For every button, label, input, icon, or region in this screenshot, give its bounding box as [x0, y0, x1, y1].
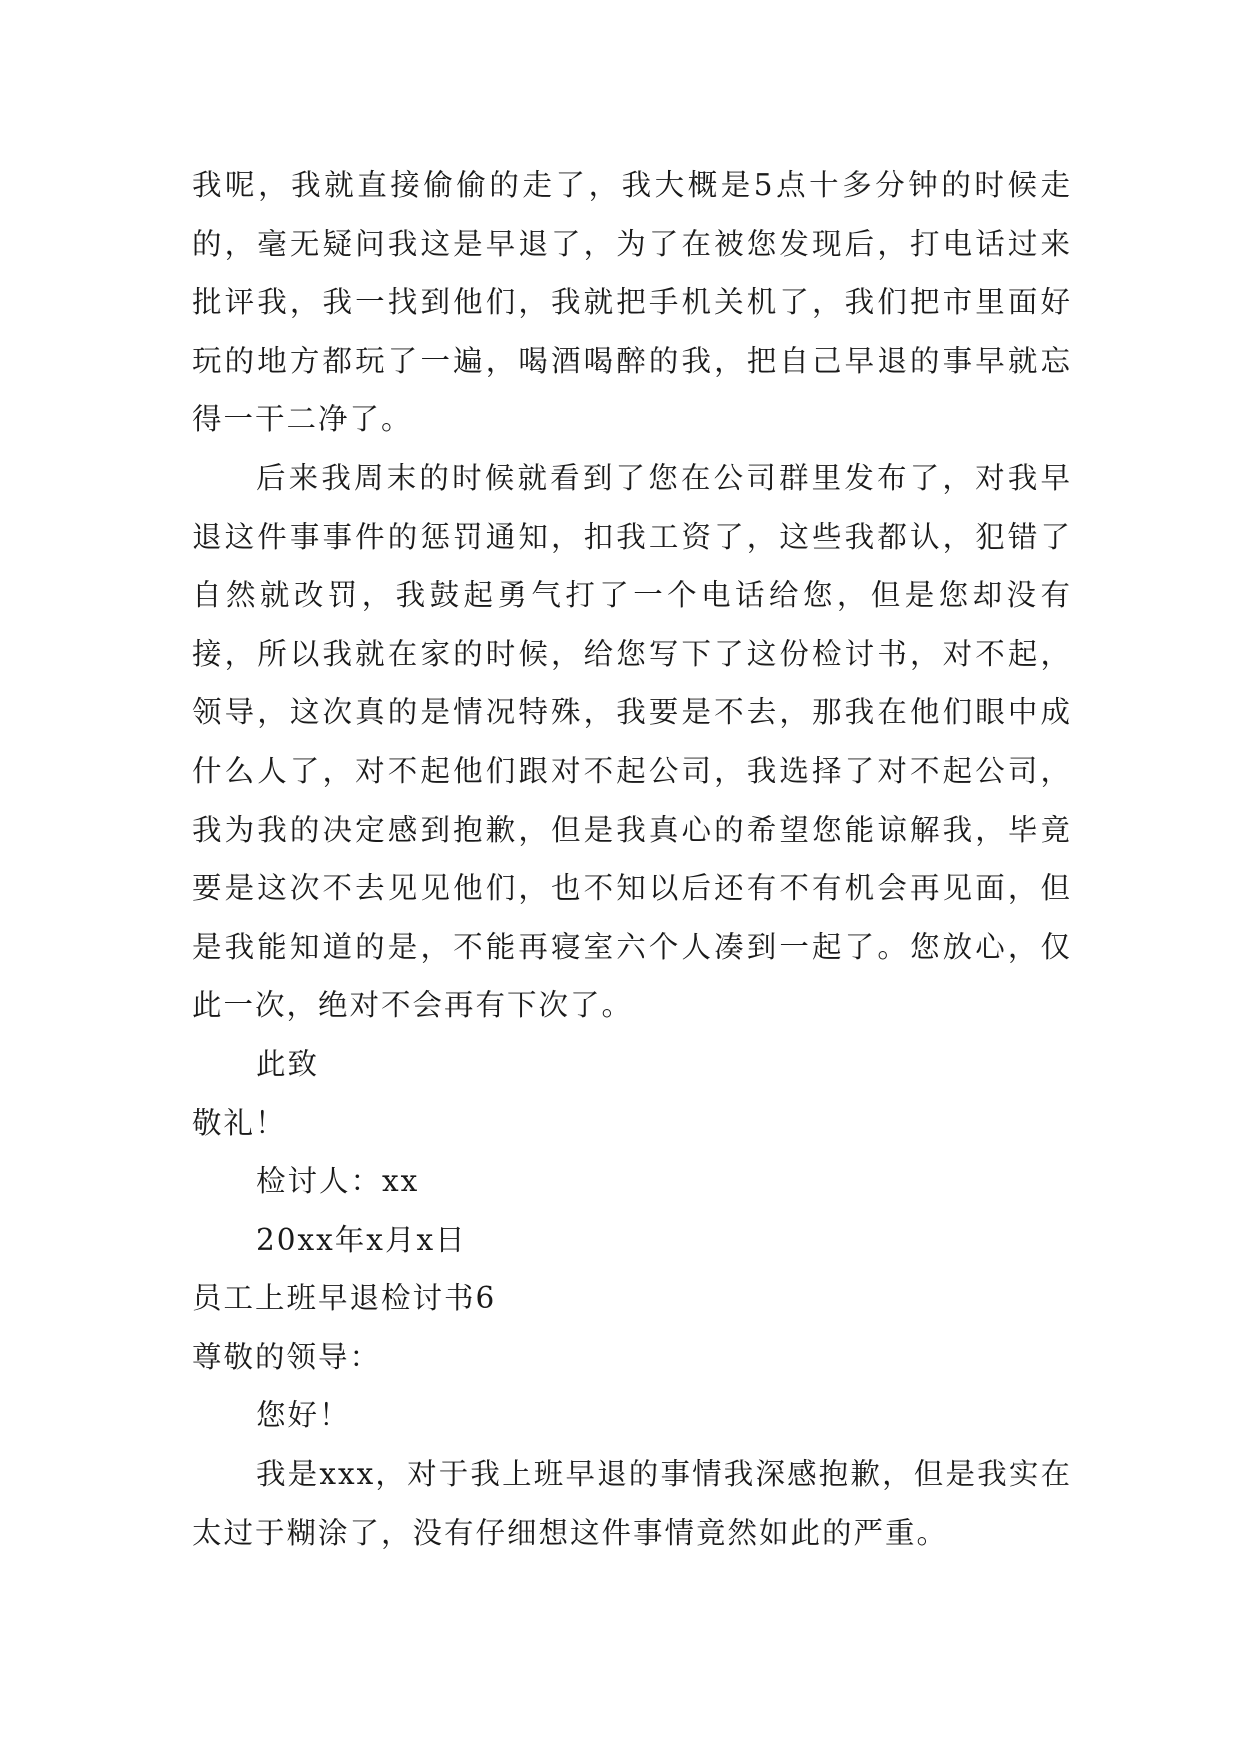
- date-line: 20xx年x月x日: [256, 1222, 467, 1257]
- paragraph-explanation: 后来我周末的时候就看到了您在公司群里发布了，对我早退这件事事件的惩罚通知，扣我工资了，这些我都认，犯错了自然就改罚，我鼓起勇气打了一个电话给您，但是您却没有接，所以我就在家的时候，给您写下了这份检讨书，对不起，领导，这次真的是情况特殊，我要是不去，那我在他们眼中成什么人了，对不起他们跟对不起公司，我选择了对不起公司，我为我的决定感到抱歉，但是我真心的希望您能谅解我，毕竟要是这次不去见见他们，也不知以后还有不有机会再见面，但是我能知道的是，不能再寝室六个人凑到一起了。您放心，仅此一次，绝对不会再有下次了。: [192, 460, 1072, 1023]
- section-title: 员工上班早退检讨书6: [192, 1281, 497, 1316]
- salute-line: 敬礼！: [192, 1105, 287, 1140]
- greeting-line: 尊敬的领导：: [192, 1339, 382, 1374]
- paragraph-apology: 我是xxx，对于我上班早退的事情我深感抱歉，但是我实在太过于糊涂了，没有仔细想这件事情竟然如此的严重。: [192, 1457, 1072, 1550]
- signature-line: 检讨人：xx: [256, 1164, 420, 1199]
- paragraph-continuation: 我呢，我就直接偷偷的走了，我大概是5点十多分钟的时候走的，毫无疑问我这是早退了，为了在被您发现后，打电话过来批评我，我一找到他们，我就把手机关机了，我们把市里面好玩的地方都玩了一遍，喝酒喝醉的我，把自己早退的事早就忘得一干二净了。: [192, 168, 1072, 437]
- document-body: [192, 156, 1072, 1562]
- hello-line: 您好！: [256, 1398, 351, 1433]
- closing-line: 此致: [256, 1046, 320, 1081]
